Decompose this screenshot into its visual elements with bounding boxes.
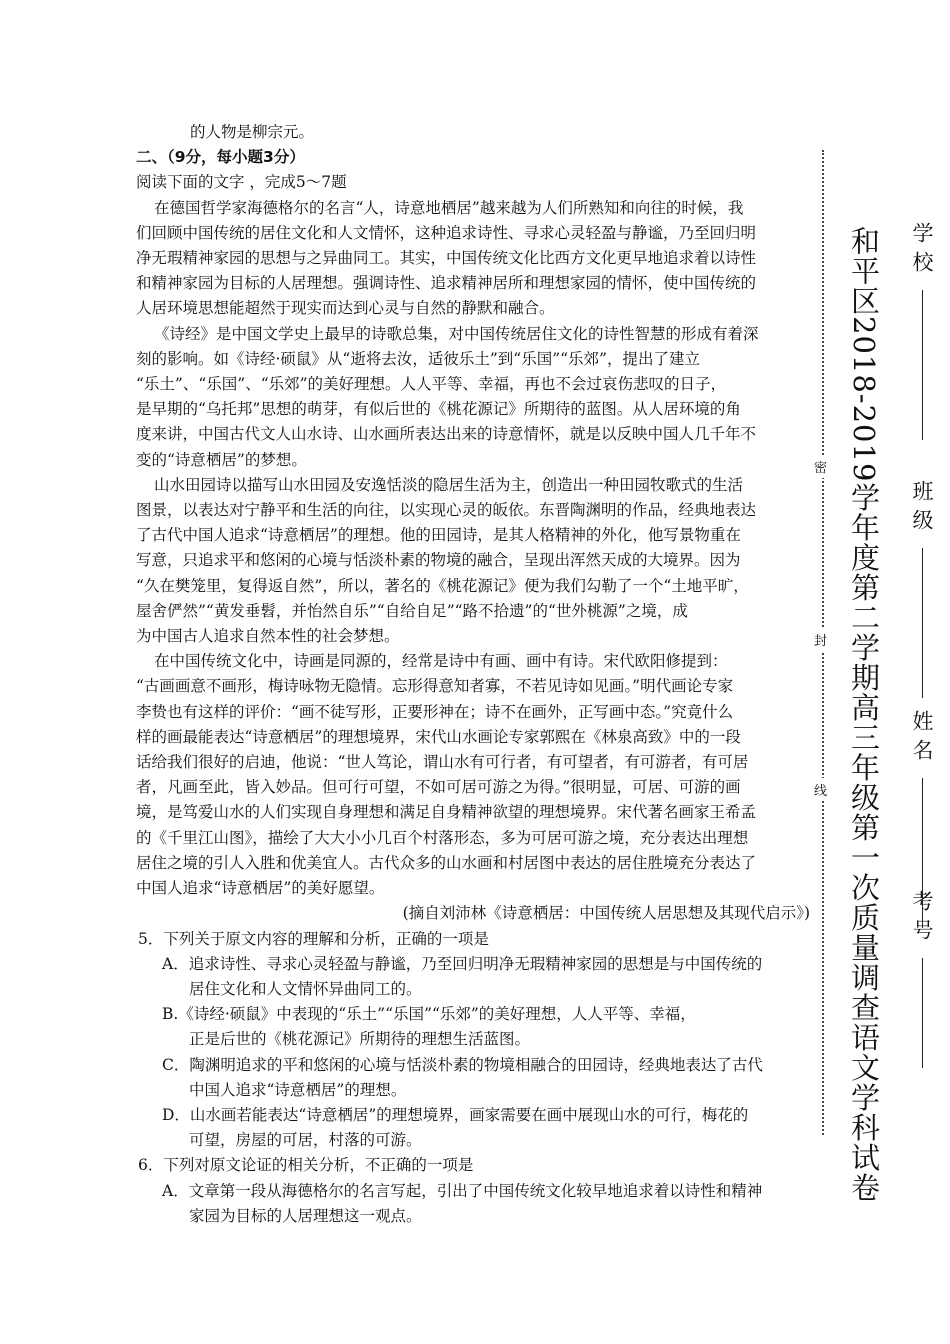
school-blank (922, 290, 923, 440)
text-line: 的《千里江山图》，描绘了大大小小几百个村落形态，多为可居可游之境，充分表达出理想 (136, 828, 749, 847)
seal-mark-xian: 线 (814, 778, 827, 801)
text-line: 净无瑕精神家园的思想与之异曲同工。其实，中国传统文化比西方文化更早地追求着以诗性 (136, 249, 757, 268)
text-line: 和精神家园为目标的人居理想。强调诗性、追求精神居所和理想家园的情怀，使中国传统的 (136, 274, 757, 293)
text-line: A．文章第一段从海德格尔的名言写起，引出了中国传统文化较早地追求着以诗性和精神 (162, 1181, 763, 1200)
exam-number-blank (922, 958, 923, 1068)
text-line: “古画画意不画形，梅诗咏物无隐情。忘形得意知者寡，不若见诗如见画。”明代画论专家 (136, 677, 734, 696)
text-line: 正是后世的《桃花源记》所期待的理想生活蓝图。 (189, 1030, 531, 1049)
text-line: 刻的影响。如《诗经·硕鼠》从“逝将去汝，适彼乐土”到“乐国”“乐郊”，提出了建立 (136, 349, 700, 368)
text-line: 变的“诗意栖居”的梦想。 (136, 450, 307, 469)
school-field (898, 222, 946, 440)
text-line: 们回顾中国传统的居住文化和人文情怀，这种追求诗性、寻求心灵轻盈与静谧，乃至回归明 (136, 223, 757, 242)
text-line: 阅读下面的文字 ，完成5～7题 (136, 173, 347, 192)
text-line: D．山水画若能表达“诗意栖居”的理想境界，画家需要在画中展现山水的可行，梅花的 (162, 1105, 749, 1124)
text-line: 二、（9分，每小题3分） (136, 148, 305, 167)
seal-mark-feng: 封 (814, 628, 827, 651)
text-line: 6．下列对原文论证的相关分析，不正确的一项是 (138, 1156, 474, 1175)
text-line: 《诗经》是中国文学史上最早的诗歌总集，对中国传统居住文化的诗性智慧的形成有着深 (154, 324, 759, 343)
text-line: B.《诗经·硕鼠》中表现的“乐土”“乐国”“乐郊”的美好理想，人人平等、幸福， (162, 1005, 696, 1024)
text-line: 图景，以表达对宁静平和生活的向往，以实现心灵的皈依。东晋陶渊明的作品，经典地表达 (136, 501, 757, 520)
school-label: 学校 (910, 222, 934, 280)
text-line: 的人物是柳宗元。 (190, 123, 315, 141)
text-line: 山水田园诗以描写山水田园及安逸恬淡的隐居生活为主，创造出一种田园牧歌式的生活 (154, 475, 744, 494)
name-label: 姓名 (910, 710, 934, 768)
exam-title: 和平区2018-2019学年度第二学期高三年级第一次质量调查语文学科试卷 (847, 226, 881, 1203)
text-line: 度来讲，中国古代文人山水诗、山水画所表达出来的诗意情怀，就是以反映中国人几千年不 (136, 425, 757, 444)
text-line: “乐土”、“乐国”、“乐郊”的美好理想。人人平等、幸福，再也不会过哀伤悲叹的日子， (136, 375, 727, 394)
text-line: 是早期的“乌托邦”思想的萌芽，有似后世的《桃花源记》所期待的蓝图。从人居环境的角 (136, 400, 741, 419)
text-line: (摘自刘沛林《诗意栖居：中国传统人居思想及其现代启示》) (402, 904, 810, 923)
text-line: 中国人追求“诗意栖居”的理想。 (189, 1080, 407, 1099)
text-line: 居住文化和人文情怀异曲同工的。 (189, 979, 422, 998)
text-line: 屋舍俨然”“黄发垂髫，并怡然自乐”“自给自足”“路不拾遗”的“世外桃源”之境，成 (136, 601, 688, 620)
exam-content (136, 120, 816, 1229)
text-line: 在中国传统文化中，诗画是同源的，经常是诗中有画、画中有诗。宋代欧阳修提到： (154, 652, 728, 671)
text-line: 者，凡画至此，皆入妙品。但可行可望，不如可居可游之为得。”很明显，可居、可游的画 (136, 778, 741, 797)
text-line: A．追求诗性、寻求心灵轻盈与静谧，乃至回归明净无瑕精神家园的思想是与中国传统的 (162, 954, 763, 973)
exam-number-field (898, 890, 946, 1068)
text-line: 5．下列关于原文内容的理解和分析，正确的一项是 (138, 929, 489, 948)
text-line: 境，是笃爱山水的人们实现自身理想和满足自身精神欲望的理想境界。宋代著名画家王希孟 (136, 803, 757, 822)
text-line: 话给我们很好的启迪，他说：“世人笃论，谓山水有可行者，有可望者，有可游者，有可居 (136, 753, 749, 772)
class-blank (922, 548, 923, 698)
text-line: 人居环境思想能超然于现实而达到心灵与自然的静默和融合。 (136, 299, 555, 318)
seal-mark-mi: 密 (814, 455, 827, 478)
text-line: 中国人追求“诗意栖居”的美好愿望。 (136, 879, 385, 898)
class-field (898, 480, 946, 698)
text-line: C．陶渊明追求的平和悠闲的心境与恬淡朴素的物境相融合的田园诗，经典地表达了古代 (162, 1055, 763, 1074)
text-line: 家园为目标的人居理想这一观点。 (189, 1206, 422, 1225)
exam-number-label: 考号 (910, 890, 934, 948)
text-line: 在德国哲学家海德格尔的名言“人，诗意地栖居”越来越为人们所熟知和向往的时候，我 (154, 198, 744, 217)
text-line: 可望，房屋的可居，村落的可游。 (189, 1131, 422, 1150)
text-line: 为中国古人追求自然本性的社会梦想。 (136, 627, 400, 646)
text-line: “久在樊笼里，复得返自然”，所以，著名的《桃花源记》便为我们勾勒了一个“土地平旷， (136, 576, 749, 595)
text-line: 样的画最能表达“诗意栖居”的理想境界，宋代山水画论专家郭熙在《林泉高致》中的一段 (136, 727, 741, 746)
text-line: 李贽也有这样的评价：“画不徒写形，正要形神在；诗不在画外，正写画中态。”究竟什么 (136, 702, 734, 721)
text-line: 居住之境的引人入胜和优美宜人。古代众多的山水画和村居图中表达的居住胜境充分表达了 (136, 853, 757, 872)
text-line: 了古代中国人追求“诗意栖居”的理想。他的田园诗，是其人格精神的外化，他写景物重在 (136, 526, 741, 545)
class-label: 班级 (910, 480, 934, 538)
text-line: 写意，只追求平和悠闲的心境与恬淡朴素的物境的融合，呈现出浑然天成的大境界。因为 (136, 551, 741, 570)
